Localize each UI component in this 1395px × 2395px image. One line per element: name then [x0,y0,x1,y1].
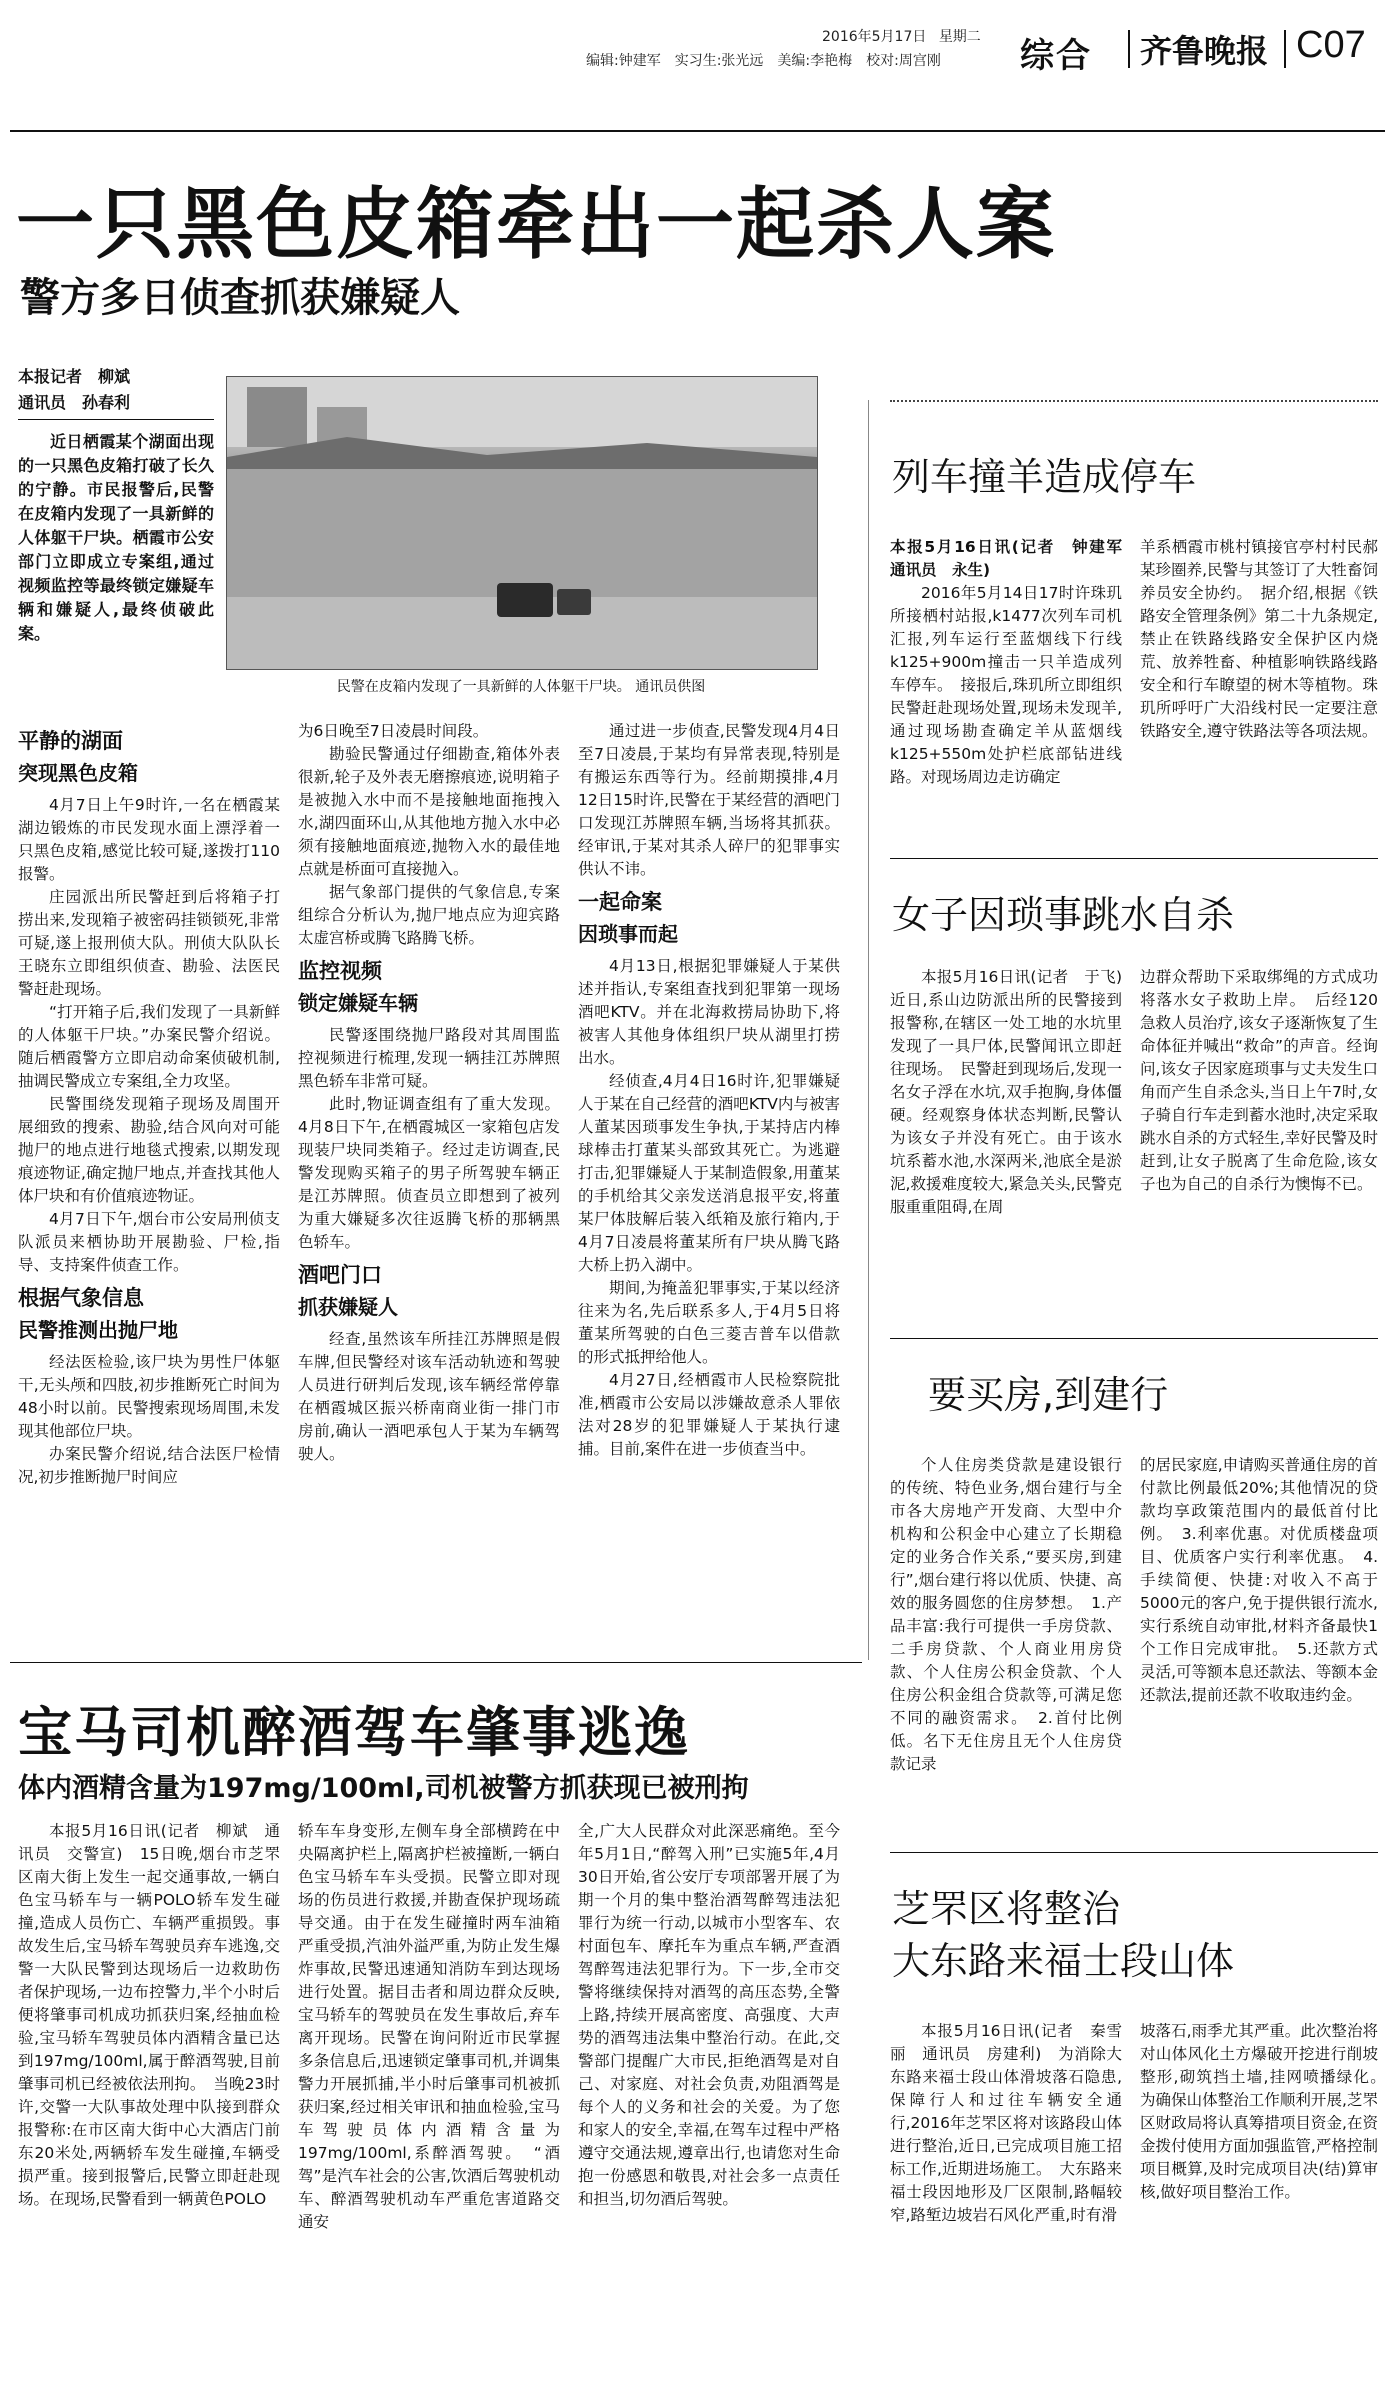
col1-para-4: 民警围绕发现箱子现场及周围开展细致的搜索、勘验,结合风向对可能抛尸的地点进行地毯式搜索,以期发现痕迹物证,确定抛尸地点,并查找其他人体尸块和有价值痕迹物证。 [18,1095,280,1205]
train-headline: 列车撞羊造成停车 [892,455,1197,499]
col1-para-3: “打开箱子后,我们发现了一具新鲜的人体躯干尸块。”办案民警介绍说。随后栖霞警方立即启动命案侦破机制,抽调民警成立专案组,全力攻坚。 [18,1003,280,1090]
water-headline: 女子因琐事跳水自杀 [892,893,1235,937]
weekday-text: 星期二 [938,29,981,45]
col1-para-1: 4月7日上午9时许,一名在栖霞某湖边锻炼的市民发现水面上漂浮着一只黑色皮箱,感觉比较可疑,遂拨打110报警。 [18,796,280,883]
train-col2-text: 羊系栖霞市桃村镇接官亭村村民郝某珍圈养,民警与其签订了大牲畜饲养员安全协约。 据介绍,根据《铁路安全管理条例》第二十九条规定,禁止在铁路线路安全保护区内烧荒、放养牲畜、种植影响铁路线路安全和行车瞭望的树木等植物。珠玑所呼吁广大沿线村民一定要注意铁路安全,遵守铁路法等各项法规。 [1140,538,1378,740]
col1-head-1b: 突现黑色皮箱 [18,761,138,785]
col2-para-6: 经查,虽然该车所挂江苏牌照是假车牌,但民警经对该车活动轨迹和驾驶人员进行研判后发现,该车辆经常停靠在栖霞城区振兴桥南商业街一排门市房前,确认一酒吧承包人于某为车辆驾驶人。 [298,1330,560,1463]
main-vertical-rule [868,400,869,1660]
byline-rule [18,419,214,420]
col1-para-2: 庄园派出所民警赶到后将箱子打捞出来,发现箱子被密码挂锁锁死,非常可疑,遂上报刑侦大队。刑侦大队队长王晓东立即组织侦查、勘验、法医民警赶赴现场。 [18,888,280,998]
bmw-subheadline: 体内酒精含量为197mg/100ml,司机被警方抓获现已被刑拘 [18,1773,749,1804]
main-headline: 一只黑色皮箱牵出一起杀人案 [16,180,1057,270]
col3-para-1: 通过进一步侦查,民警发现4月4日至7日凌晨,于某均有异常表现,特别是有搬运东西等行为。经前期摸排,4月12日15时许,民警在于某经营的酒吧门口发现江苏牌照车辆,当场将其抓获。经审讯,于某对其杀人碎尸的犯罪事实供认不讳。 [578,722,840,878]
water-col2-text: 边群众帮助下采取绑绳的方式成功将落水女子救助上岸。 后经120急救人员治疗,该女子逐渐恢复了生命体征并喊出“救命”的声音。经询问,该女子因家庭琐事与丈夫发生口角而产生自杀念头,当日上午7时,女子骑自行车走到蓄水池时,决定采取跳水自杀的方式轻生,幸好民警及时赶到,让女子脱离了生命危险,该女子也为自己的自杀行为懊悔不已。 [1140,968,1378,1193]
col2-head-1b: 锁定嫌疑车辆 [298,991,418,1015]
water-col-2 [1140,966,1378,1196]
header-divider [1128,30,1130,68]
main-col-1 [18,720,280,1489]
right-divider-2 [890,1338,1378,1339]
road-col-1 [890,2020,1122,2227]
col2-para-4: 民警逐围绕抛尸路段对其周围监控视频进行梳理,发现一辆挂江苏牌照黑色轿车非常可疑。 [298,1026,560,1090]
bmw-col3-text: 全,广大人民群众对此深恶痛绝。至今年5月1日,“醉驾入刑”已实施5年,4月30日开始,省公安厅专项部署开展了为期一个月的集中整治酒驾醉驾违法犯罪行为统一行动,以城市小型客车、农村面包车、摩托车为重点车辆,严查酒驾醉驾违法犯罪行为。下一步,全市交警将继续保持对酒驾的高压态势,全警上路,持续开展高密度、高强度、大声势的酒驾违法集中整治行动。在此,交警部门提醒广大市民,拒绝酒驾是对自己、对家庭、对社会负责,劝阻酒驾是每个人的义务和社会的关爱。为了您和家人的安全,幸福,在驾车过程中严格遵守交通法规,遵章出行,也请您对生命抱一份感恩和敬畏,对社会多一点责任和担当,切勿酒后驾驶。 [578,1822,840,2208]
col2-head-2a: 酒吧门口 [298,1263,382,1287]
header-rule [10,130,1385,132]
house-col1-text: 个人住房类贷款是建设银行的传统、特色业务,烟台建行与全市各大房地产开发商、大型中介机构和公积金中心建立了长期稳定的业务合作关系,“要买房,到建行”,烟台建行将以优质、快捷、高效的服务圆您的住房梦想。 1.产品丰富:我行可提供一手房贷款、二手房贷款、个人商业用房贷款、个人住房公积金贷款、个人住房公积金组合贷款等,可满足您不同的融资需求。 2.首付比例低。名下无住房且无个人住房贷款记录 [890,1456,1122,1773]
header-date [822,26,981,46]
col1-head-2a: 根据气象信息 [18,1286,144,1310]
col2-para-3: 据气象部门提供的气象信息,专案组综合分析认为,抛尸地点应为迎宾路太虚宫桥或腾飞路腾飞桥。 [298,883,560,947]
train-col-2 [1140,536,1378,743]
photo-caption: 民警在皮箱内发现了一具新鲜的人体躯干尸块。 通讯员供图 [336,679,706,695]
bmw-col-3 [578,1820,840,2211]
main-subheadline: 警方多日侦查抓获嫌疑人 [20,275,460,321]
col1-head-1a: 平静的湖面 [18,729,123,753]
bmw-col-2 [298,1820,560,2234]
lake-suitcase-image [227,377,817,669]
road-col1-text: 本报5月16日讯(记者 秦雪丽 通讯员 房建利) 为消除大东路来福士段山体滑坡落石隐患,保障行人和过往车辆安全通行,2016年芝罘区将对该路段山体进行整治,近日,已完成项目施工招标工作,近期进场施工。 大东路来福士段因地形及厂区限制,路幅较窄,路堑边坡岩石风化严重,时有滑 [890,2022,1122,2224]
col1-para-5: 4月7日下午,烟台市公安局刑侦支队派员来栖协助开展勘验、尸检,指导、支持案件侦查工作。 [18,1210,280,1274]
bmw-col-1 [18,1820,280,2211]
right-divider-3 [890,1852,1378,1853]
paper-logo: 齐鲁晚报 [1140,32,1269,70]
col2-para-2: 勘验民警通过仔细勘查,箱体外表很新,轮子及外表无磨擦痕迹,说明箱子是被抛入水中而不是接触地面拖拽入水,湖四面环山,从其他地方抛入水中必须有接触地面痕迹,抛物入水的最佳地点就是桥面可直接抛入。 [298,745,560,878]
col1-para-7: 办案民警介绍说,结合法医尸检情况,初步推断抛尸时间应 [18,1445,280,1486]
house-col-1 [890,1454,1122,1776]
right-divider-1 [890,858,1378,859]
col1-head-2b: 民警推测出抛尸地 [18,1318,178,1342]
main-photo [226,376,818,670]
house-col-2 [1140,1454,1378,1707]
house-col2-text: 的居民家庭,申请购买普通住房的首付款比例最低20%;其他情况的贷款均享政策范围内的最低首付比例。 3.利率优惠。对优质楼盘项目、优质客户实行利率优惠。 4.手续简便、快捷:对收入不高于5000元的客户,免于提供银行流水,实行系统自动审批,材料齐备最快1个工作日完成审批。 5.还款方式灵活,可等额本息还款法、等额本金还款法,提前还款不收取违约金。 [1140,1456,1378,1704]
bmw-headline: 宝马司机醉酒驾车肇事逃逸 [18,1701,690,1764]
right-top-divider [890,400,1378,402]
col3-para-2: 4月13日,根据犯罪嫌疑人于某供述并指认,专案组查找到犯罪第一现场酒吧KTV。并在北海救捞局协助下,将被害人其他身体组织尸块从湖里打捞出水。 [578,957,840,1067]
byline-correspondent: 通讯员 孙春利 [18,393,131,412]
col2-head-2b: 抓获嫌疑人 [298,1295,398,1319]
section-name: 综合 [1020,36,1092,76]
train-byline: 本报5月16日讯(记者 钟建军 通讯员 永生) [890,538,1138,579]
byline-reporter: 本报记者 柳斌 [18,367,131,386]
col3-para-4: 期间,为掩盖犯罪事实,于某以经济往来为名,先后联系多人,于4月5日将董某所驾驶的白色三菱吉普车以借款的形式抵押给他人。 [578,1279,840,1366]
road-headline-1: 芝罘区将整治 [892,1887,1121,1931]
col2-para-5: 此时,物证调查组有了重大发现。4月8日下午,在栖霞城区一家箱包店发现装尸块同类箱子。经过走访调查,民警发现购买箱子的男子所驾驶车辆正是江苏牌照。侦查员立即想到了被列为重大嫌疑多次往返腾飞桥的那辆黑色轿车。 [298,1095,560,1251]
main-col-3 [578,720,840,1461]
bmw-col2-text: 轿车车身变形,左侧车身全部横跨在中央隔离护栏上,隔离护栏被撞断,一辆白色宝马轿车车头受损。民警立即对现场的伤员进行救援,并勘查保护现场疏导交通。由于在发生碰撞时两车油箱严重受损,汽油外溢严重,为防止发生爆炸事故,民警迅速通知消防车到达现场进行处置。据目击者和周边群众反映,宝马轿车的驾驶员在发生事故后,弃车离开现场。民警在询问附近市民掌握多条信息后,迅速锁定肇事司机,并调集警力开展抓捕,半小时后肇事司机被抓获归案,经过相关审讯和抽血检验,宝马车驾驶员体内酒精含量为197mg/100ml,系醉酒驾驶。 “酒驾”是汽车社会的公害,饮酒后驾驶机动车、醉酒驾驶机动车严重危害道路交通安 [298,1822,560,2231]
main-byline [18,364,214,416]
bmw-top-rule [10,1662,862,1663]
header-staff: 编辑:钟建军 实习生:张光远 美编:李艳梅 校对:周宫刚 [586,53,941,69]
lead-text: 近日栖霞某个湖面出现的一只黑色皮箱打破了长久的宁静。市民报警后,民警在皮箱内发现了一具新鲜的人体躯干尸块。栖霞市公安部门立即成立专案组,通过视频监控等最终锁定嫌疑车辆和嫌疑人,最终侦破此案。 [18,432,214,643]
main-lead [18,430,214,646]
date-text: 2016年5月17日 [822,29,927,45]
train-col1-text: 2016年5月14日17时许珠玑所接栖村站报,k1477次列车司机汇报,列车运行至蓝烟线下行线k125+900m撞击一只羊造成列车停车。 接报后,珠玑所立即组织民警赶赴现场处置,现场未发现羊,通过现场勘查确定羊从蓝烟线k125+550m处护栏底部钻进线路。对现场周边走访确定 [890,584,1122,786]
water-col-1 [890,966,1138,1219]
main-col-2 [298,720,560,1466]
col3-head-1b: 因琐事而起 [578,922,678,946]
house-headline: 要买房,到建行 [928,1373,1169,1417]
col1-para-6: 经法医检验,该尸块为男性尸体躯干,无头颅和四肢,初步推断死亡时间为48小时以前。民警搜索现场周围,未发现其他部位尸块。 [18,1353,280,1440]
water-col1-text: 本报5月16日讯(记者 于飞) 近日,系山边防派出所的民警接到报警称,在辖区一处工地的水坑里发现了一具尸体,民警闻讯立即赶往现场。 民警赶到现场后,发现一名女子浮在水坑,双手抱胸,身体僵硬。经观察身体状态判断,民警认为该女子并没有死亡。由于该水坑系蓄水池,水深两米,池底全是淤泥,救援难度较大,紧急关头,民警克服重重阻碍,在周 [890,968,1138,1216]
bmw-col1-text: 本报5月16日讯(记者 柳斌 通讯员 交警宣) 15日晚,烟台市芝罘区南大街上发生一起交通事故,一辆白色宝马轿车与一辆POLO轿车发生碰撞,造成人员伤亡、车辆严重损毁。事故发生后,宝马轿车驾驶员弃车逃逸,交警一大队民警到达现场后一边救助伤者保护现场,一边布控警力,半个小时后便将肇事司机成功抓获归案,经抽血检验,宝马轿车驾驶员体内酒精含量已达到197mg/100ml,属于醉酒驾驶,目前肇事司机已经被依法刑拘。 当晚23时许,交警一大队事故处理中队接到群众报警称:在市区南大街中心大酒店门前东20米处,两辆轿车发生碰撞,车辆受损严重。接到报警后,民警立即赶赴现场。在现场,民警看到一辆黄色POLO [18,1822,280,2208]
col3-head-1a: 一起命案 [578,890,662,914]
col3-para-3: 经侦查,4月4日16时许,犯罪嫌疑人于某在自己经营的酒吧KTV内与被害人董某因琐事发生争执,于某持店内棒球棒击打董某头部致其死亡。为逃避打击,犯罪嫌疑人于某制造假象,用董某的手机给其父亲发送消息报平安,将董某尸体肢解后装入纸箱及旅行箱内,于4月7日凌晨将董某所有尸块从腾飞路大桥上扔入湖中。 [578,1072,840,1274]
col2-para-1: 为6日晚至7日凌晨时间段。 [298,722,489,740]
road-headline-2: 大东路来福士段山体 [892,1939,1235,1983]
road-col-2 [1140,2020,1394,2204]
col2-head-1a: 监控视频 [298,959,382,983]
road-col2-text: 坡落石,雨季尤其严重。此次整治将对山体风化土方爆破开挖进行削坡整形,砌筑挡土墙,挂网喷播绿化。 为确保山体整治工作顺利开展,芝罘区财政局将认真筹措项目资金,在资金拨付使用方面加强监管,严格控制项目概算,及时完成项目决(结)算审核,做好项目整治工作。 [1140,2022,1394,2201]
train-col-1 [890,536,1138,789]
header-divider-2 [1284,30,1286,68]
page-number: C07 [1296,24,1366,66]
col3-para-5: 4月27日,经栖霞市人民检察院批准,栖霞市公安局以涉嫌故意杀人罪依法对28岁的犯罪嫌疑人于某执行逮捕。目前,案件在进一步侦查当中。 [578,1371,840,1458]
